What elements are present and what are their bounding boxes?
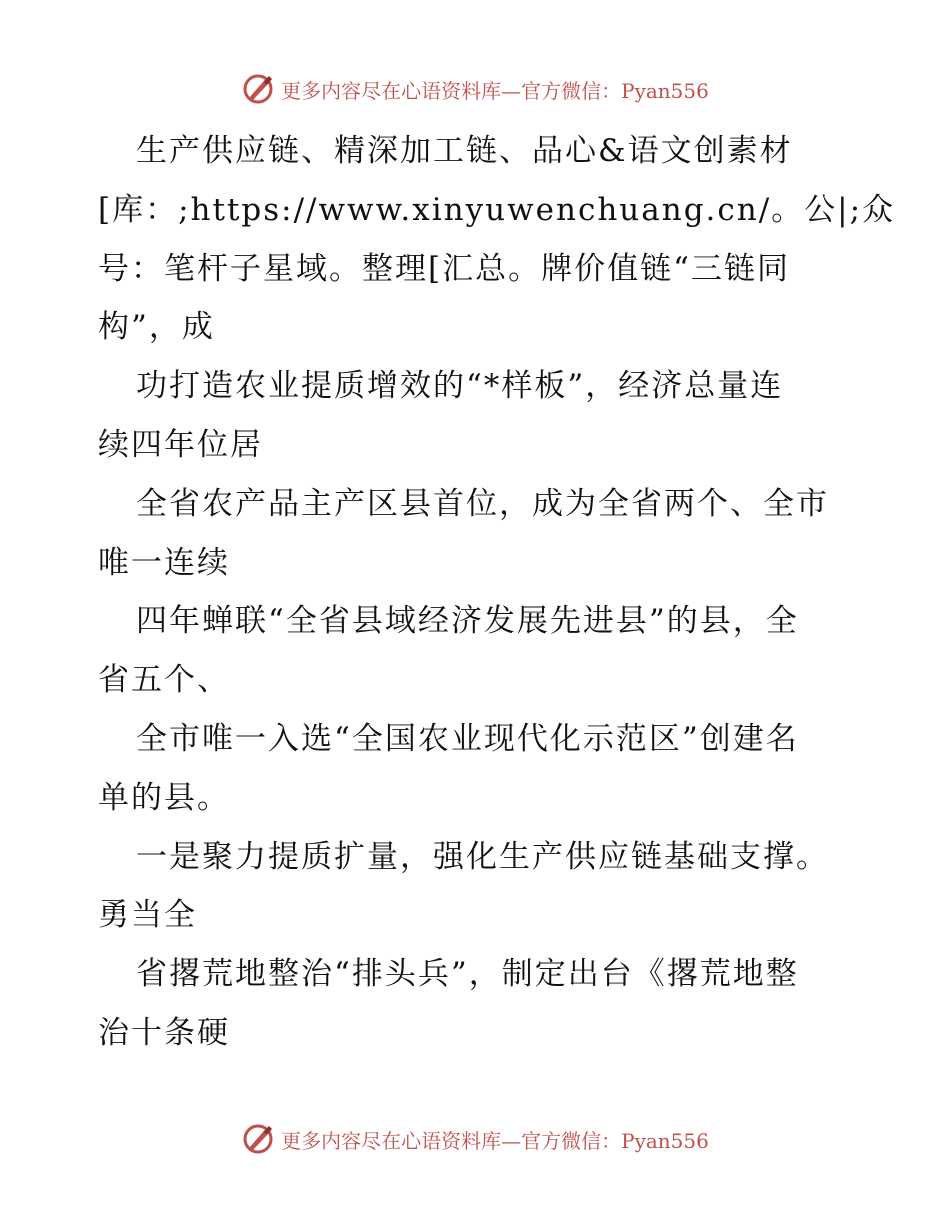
text-line: 一是聚力提质扩量，强化生产供应链基础支撑。 [136, 838, 829, 875]
footer-watermark [0, 1122, 950, 1156]
document-body [98, 122, 896, 1063]
text-line: 省五个、 [98, 662, 230, 699]
text-line: 唯一连续 [98, 544, 230, 581]
pen-logo-icon [241, 1122, 275, 1156]
pen-logo-icon [241, 72, 275, 106]
header-watermark [0, 72, 950, 106]
text-line: 四年蝉联“全省县域经济发展先进县”的县，全 [136, 603, 799, 640]
text-line: 全省农产品主产区县首位，成为全省两个、全市 [136, 485, 829, 522]
text-line: 构”，成 [98, 309, 215, 346]
text-line: 省撂荒地整治“排头兵”，制定出台《撂荒地整 [136, 956, 799, 993]
text-line: 功打造农业提质增效的“*样板”，经济总量连 [136, 368, 784, 405]
text-line: 号：笔杆子星域。整理[汇总。牌价值链“三链同 [98, 250, 790, 287]
text-line: 全市唯一入选“全国农业现代化示范区”创建名 [136, 720, 799, 757]
header-watermark-text: 更多内容尽在心语资料库—官方微信：Pyan556 [281, 78, 709, 103]
text-line: [库：;https://www.xinyuwenchuang.cn/。公|;众 [98, 191, 896, 228]
text-line: 生产供应链、精深加工链、品心&语文创素材 [136, 133, 793, 169]
text-line: 单的县。 [98, 779, 230, 816]
footer-watermark-text: 更多内容尽在心语资料库—官方微信：Pyan556 [281, 1128, 709, 1153]
text-line: 续四年位居 [98, 426, 263, 463]
text-line: 治十条硬 [98, 1014, 230, 1051]
text-line: 勇当全 [98, 897, 197, 934]
